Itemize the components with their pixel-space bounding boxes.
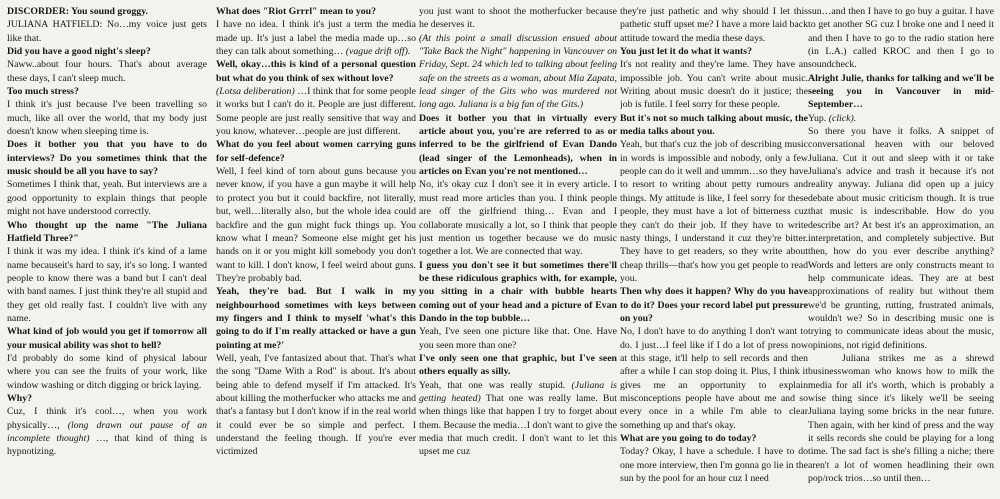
interview-question bbox=[7, 325, 207, 352]
paragraph-text: No, I don't have to do anything I don't want to do. I just…I feel like if I do a lot of press now at this stage, it'll help to sell records and then after a while I can stop doing it. Plus, I think it gives me an opportunity to explain misconceptions people have about me and so every once in a while I'm able to clear something up and that's okay. bbox=[620, 326, 808, 431]
interview-answer bbox=[7, 58, 207, 85]
interview-answer bbox=[620, 325, 808, 432]
paragraph-text: JULIANA HATFIELD: No…my voice just gets like that. bbox=[7, 19, 207, 44]
column-4 bbox=[620, 5, 808, 495]
interview-question bbox=[620, 432, 808, 445]
paragraph-text: Yeah, I've seen one picture like that. One. Have you seen more than one? bbox=[419, 326, 617, 351]
paragraph-text: But it's not so much talking about music, the media talks about you. bbox=[620, 112, 808, 138]
interview-answer bbox=[808, 5, 994, 72]
paragraph-text: I think it's just because I've been travelling so much, like all over the world, that my body just doesn't know when sleeping time is. bbox=[7, 99, 207, 138]
interview-answer bbox=[620, 138, 808, 285]
paragraph-text: What does "Riot Grrrl" mean to you? bbox=[216, 6, 376, 17]
interview-question bbox=[216, 58, 416, 85]
interview-answer bbox=[216, 85, 416, 138]
paragraph-text: Who thought up the name "The Juliana Hatfield Three?" bbox=[7, 219, 207, 244]
interview-question bbox=[419, 112, 617, 179]
interview-answer bbox=[808, 125, 994, 352]
interview-answer bbox=[7, 352, 207, 392]
paragraph-text: I have no idea. I think it's just a term the media made up. It's just a label the media made up…so they can talk about something… bbox=[216, 19, 416, 58]
interview-answer bbox=[419, 5, 617, 32]
paragraph-text: Yeah, they're bad. But I walk in my neighbourhood sometimes with keys between my fingers and I think to myself 'what's this going to do if I'm really attacked or have a gun pointing at me?' bbox=[216, 286, 416, 351]
paragraph-text: Cuz, I think it's cool…, when you work physically…, bbox=[7, 406, 207, 431]
editor-note bbox=[419, 32, 617, 112]
aside-italic: (click). bbox=[828, 112, 857, 124]
interview-question bbox=[7, 219, 207, 246]
paragraph-text: I guess you don't see it but sometimes there'll be these ridiculous graphics with, for example, you sitting in a chair with bubble hearts coming out of your head and a picture of Evan Dando in the top bubble… bbox=[419, 259, 617, 324]
paragraph-text: What are you going to do today? bbox=[620, 433, 757, 444]
interview-answer bbox=[216, 165, 416, 285]
aside-italic: (Juliana is getting heated) bbox=[419, 379, 617, 404]
paragraph-text: I think it was my idea. I think it's kind of a lame name becauseit's hard to say, it's so long. I wanted people to know there was a band but I can't deal with band names. I just think they're all stupid and they get old really fast. I couldn't live with any name. bbox=[7, 246, 207, 324]
paragraph-text: Well, okay…this is kind of a personal question but what do you think of sex without love? bbox=[216, 59, 416, 84]
interview-question bbox=[7, 5, 207, 18]
paragraph-text: you just want to shoot the motherfucker because he deserves it. bbox=[419, 6, 617, 31]
paragraph-text: So there you have it folks. A snippet of conversational heaven with our beloved Juliana. Cut it out and sleep with it or take Juliana's advice and trash it because it's not reality anyway. Juliana did open up a juicy debate about music criticism though. It is true that music is indescribable. How do you describe art? At best it's an approximation, an interpretation, and completely subjective. But then, how do you ever describe anything? Words and letters are only constructs meant to help communicate ideas. They are at best approximations of reality but without them we'd be grunting, rutting, frustrated animals, wouldn't we? So in describing music one is trying to communicate ideas about the music, opinions, not rigid definitions. bbox=[808, 126, 994, 351]
paragraph-text: Too much stress? bbox=[7, 86, 79, 98]
interview-question bbox=[620, 45, 808, 58]
column-3 bbox=[419, 5, 617, 495]
interview-question bbox=[620, 112, 808, 139]
interview-question bbox=[216, 285, 416, 352]
interview-question bbox=[7, 392, 207, 405]
interview-question bbox=[7, 45, 207, 58]
interview-question bbox=[620, 285, 808, 325]
interview-question bbox=[216, 138, 416, 165]
paragraph-text: Naww..about four hours. That's about average these days, I can't sleep much. bbox=[7, 59, 207, 84]
interview-answer bbox=[216, 352, 416, 459]
interview-answer bbox=[7, 245, 207, 325]
paragraph-text: Alright Julie, thanks for talking and we'll be seeing you in Vancouver in mid-September… bbox=[808, 72, 994, 111]
paragraph-text: What do you feel about women carrying guns for self-defence? bbox=[216, 139, 416, 164]
interview-question bbox=[808, 72, 994, 112]
paragraph-text: It's not reality and they're lame. They have an impossible job. You can't write about music. Writing about music doesn't do it justice; the job is futile. I feel sorry for these people. bbox=[620, 59, 808, 111]
body-paragraph bbox=[808, 352, 994, 485]
column-5 bbox=[808, 5, 994, 495]
interview-answer bbox=[419, 379, 617, 459]
paragraph-text: Yeah, that one was really stupid. bbox=[419, 379, 566, 391]
paragraph-text: Sometimes I think that, yeah. But interviews are a good opportunity to explain things that people might not have understood correctly. bbox=[7, 179, 207, 218]
paragraph-text: DISCORDER: You sound groggy. bbox=[7, 6, 149, 17]
interview-question bbox=[7, 138, 207, 178]
aside-italic: (long drawn out pause of an incomplete thought) bbox=[7, 419, 207, 444]
paragraph-text: Does it bother you that you have to do interviews? Do you sometimes think that the music should be all you have to say? bbox=[7, 139, 207, 178]
paragraph-text: What kind of job would you get if tomorrow all your musical ability was shot to hell? bbox=[7, 326, 207, 351]
interview-answer bbox=[7, 405, 207, 458]
paragraph-text: (At this point a small discussion ensued about "Take Back the Night" happening in Vancouver on Friday, Sept. 24 which led to talking about feeling safe on the streets as a woman, about Mia Zapata, lead singer of the Gits who was murdered not long ago. Juliana is a big fan of the Gits.) bbox=[419, 32, 617, 111]
paragraph-text: Yeah, but that's cuz the job of describing music in words is impossible and nobody, only a few people can do it well and ummm…so they have to resort to writing about petty rumours and things. My attitude is like, I feel sorry for these people, they must have a lot of bitterness cuz they can't do their job. If they have to write nasty things, I understand it cuz they're bitter. They have to get readers, so they write about cheap thrills—that's how you get people to read you. bbox=[620, 139, 808, 284]
interview-answer bbox=[7, 98, 207, 138]
interview-question bbox=[419, 352, 617, 379]
paragraph-text: Well, I feel kind of torn about guns because you never know, if you have a gun maybe it will help to protect you but it could backfire, not literally, but, well…literally also, but the whole idea could backfire and the gun might fuck things up. You know what I mean? Someone else might get his hands on it or you might kill somebody you don't want to kill. I don't know, I feel weird about guns. They're probably bad. bbox=[216, 166, 416, 284]
paragraph-text: Then why does it happen? Why do you have to do it? Does your record label put pressure on you? bbox=[620, 286, 808, 324]
paragraph-text: sun…and then I have to go buy a guitar. I have to get another SG cuz I broke one and I need it and then I have to go to the radio station here (in L.A.) called KROC and then I go to soundcheck. bbox=[808, 6, 994, 71]
paragraph-text: You just let it do what it wants? bbox=[620, 46, 752, 58]
interview-answer bbox=[7, 178, 207, 218]
paragraph-text-continued: That one was really lame. But when things like that happen I try to forget about them. Because the media…I don't want to give the media that much credit. I don't want to let this upset me cuz bbox=[419, 392, 617, 458]
interview-answer bbox=[620, 5, 808, 45]
interview-answer bbox=[419, 178, 617, 258]
interview-answer bbox=[808, 112, 994, 125]
paragraph-text: Today? Okay, I have a schedule. I have to do one more interview, then I'm gonna go lie in the sun by the pool for an hour cuz I need bbox=[620, 446, 808, 485]
paragraph-text: No, it's okay cuz I don't see it in every article. I must read more articles than you. I think people are off the girlfriend thing… Evan and I collaborate musically a lot, so I think that people just mention us together because we do music together a lot. We are connected that way. bbox=[419, 179, 617, 258]
paragraph-text: Yup. bbox=[808, 112, 827, 124]
aside-italic: (Lotsa deliberation) bbox=[216, 86, 295, 98]
interview-question bbox=[419, 259, 617, 326]
paragraph-text: Did you have a good night's sleep? bbox=[7, 46, 151, 58]
paragraph-text: I've only seen one that graphic, but I've seen others equally as silly. bbox=[419, 352, 617, 378]
interview-answer bbox=[216, 18, 416, 58]
interview-question bbox=[216, 5, 416, 18]
aside-italic: (vague drift off). bbox=[345, 46, 411, 58]
column-2 bbox=[216, 5, 416, 495]
paragraph-text: Juliana strikes me as a shrewd businesswoman who knows how to milk the media for all it's worth, which is probably a wise thing since it's likely we'll be seeing Juliana laying some bricks in the near future. Then again, with her kind of press and the way it sells records she could be playing for a long time. The sad fact is she's filling a niche; there aren't a lot of women headlining their own pop/rock trios…so until then… bbox=[808, 352, 994, 485]
paragraph-text-continued: …, that kind of thing is hypnotizing. bbox=[7, 433, 207, 458]
paragraph-text: Why? bbox=[7, 392, 33, 404]
paragraph-text: I'd probably do some kind of physical labour where you can see the fruits of your work, like window washing or ditch digging or brick laying. bbox=[7, 352, 207, 391]
paragraph-text: Does it bother you that in virtually every article about you, you're are referred to as or inferred to be the girlfriend of Evan Dando (lead singer of the Lemonheads), when in articles on Evan you're not mentioned… bbox=[419, 112, 617, 178]
paragraph-text: they're just pathetic and why should I let this pathetic stuff upset me? I have a more laid back attitude toward the media these days. bbox=[620, 6, 808, 44]
interview-answer bbox=[7, 18, 207, 45]
interview-answer bbox=[620, 58, 808, 111]
paragraph-text-continued: …I think that for some people it works but I can't do it. People are just different. Some people are just really sensitive that way and you know, whatever…people are just different. bbox=[216, 86, 416, 138]
interview-answer bbox=[620, 445, 808, 485]
column-1 bbox=[7, 5, 207, 495]
paragraph-text: Well, yeah, I've fantasized about that. That's what the song "Dame With a Rod" is about. It's about being able to defend myself if I'm attacked. It's about killing the motherfucker who attacks me and that's a fantasy but I don't know if in the real world it could ever be so simple and perfect. I understand the feeling though. If you're ever victimized bbox=[216, 352, 416, 458]
interview-answer bbox=[419, 325, 617, 352]
interview-question bbox=[7, 85, 207, 98]
